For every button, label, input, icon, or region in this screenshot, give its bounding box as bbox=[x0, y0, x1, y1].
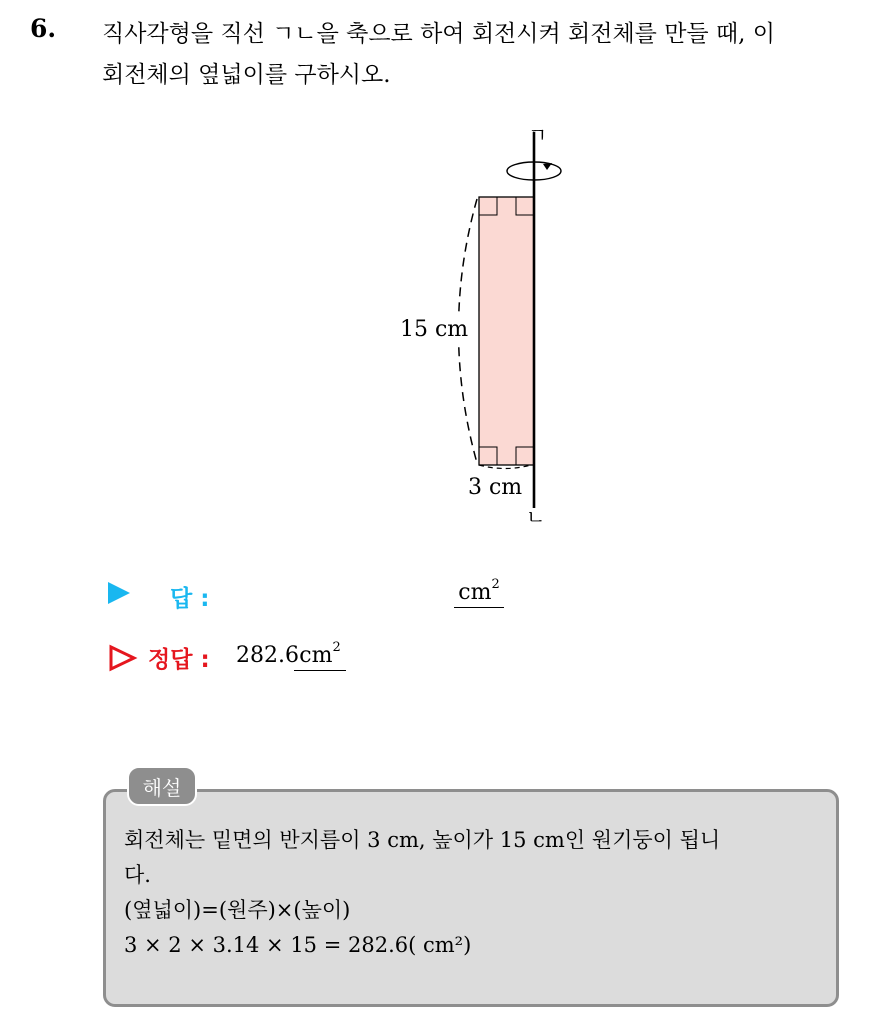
answer-label: 답 : bbox=[170, 586, 210, 612]
explanation-tab: 해설 bbox=[127, 766, 197, 806]
explanation-line-1: 회전체는 밑면의 반지름이 3 cm, 높이가 15 cm인 원기둥이 됩니 bbox=[124, 828, 721, 852]
correct-answer-label: 정답 : bbox=[148, 647, 210, 673]
height-label: 15 cm bbox=[400, 317, 469, 342]
question-text bbox=[102, 14, 872, 96]
axis-bottom-label: ㄴ bbox=[526, 505, 546, 529]
explanation-text bbox=[124, 823, 829, 963]
triangle-marker-icon bbox=[108, 582, 130, 604]
axis-top-label: ㄱ bbox=[528, 123, 548, 147]
outline-triangle-icon bbox=[108, 644, 138, 672]
correct-answer-row bbox=[108, 642, 608, 678]
answer-row bbox=[108, 577, 608, 616]
explanation-line-2: 다. bbox=[124, 863, 151, 887]
correct-answer-unit: $cm^2$ bbox=[294, 643, 346, 671]
explanation-line-3: (옆넓이)=(원주)×(높이) bbox=[124, 898, 351, 922]
correct-answer-value: 282.6 bbox=[236, 643, 299, 668]
question-line-2: 회전체의 옆넓이를 구하시오. bbox=[102, 62, 391, 88]
question-number: 6. bbox=[30, 14, 57, 43]
answer-unit: $cm^2$ bbox=[454, 580, 504, 608]
rectangle bbox=[479, 197, 534, 465]
rotation-figure bbox=[380, 120, 590, 530]
question-line-1: 직사각형을 직선 ㄱㄴ을 축으로 하여 회전시켜 회전체를 만들 때, 이 bbox=[102, 21, 775, 47]
width-label: 3 cm bbox=[468, 475, 523, 500]
explanation-line-4: 3 × 2 × 3.14 × 15 = 282.6( cm²) bbox=[124, 933, 472, 957]
